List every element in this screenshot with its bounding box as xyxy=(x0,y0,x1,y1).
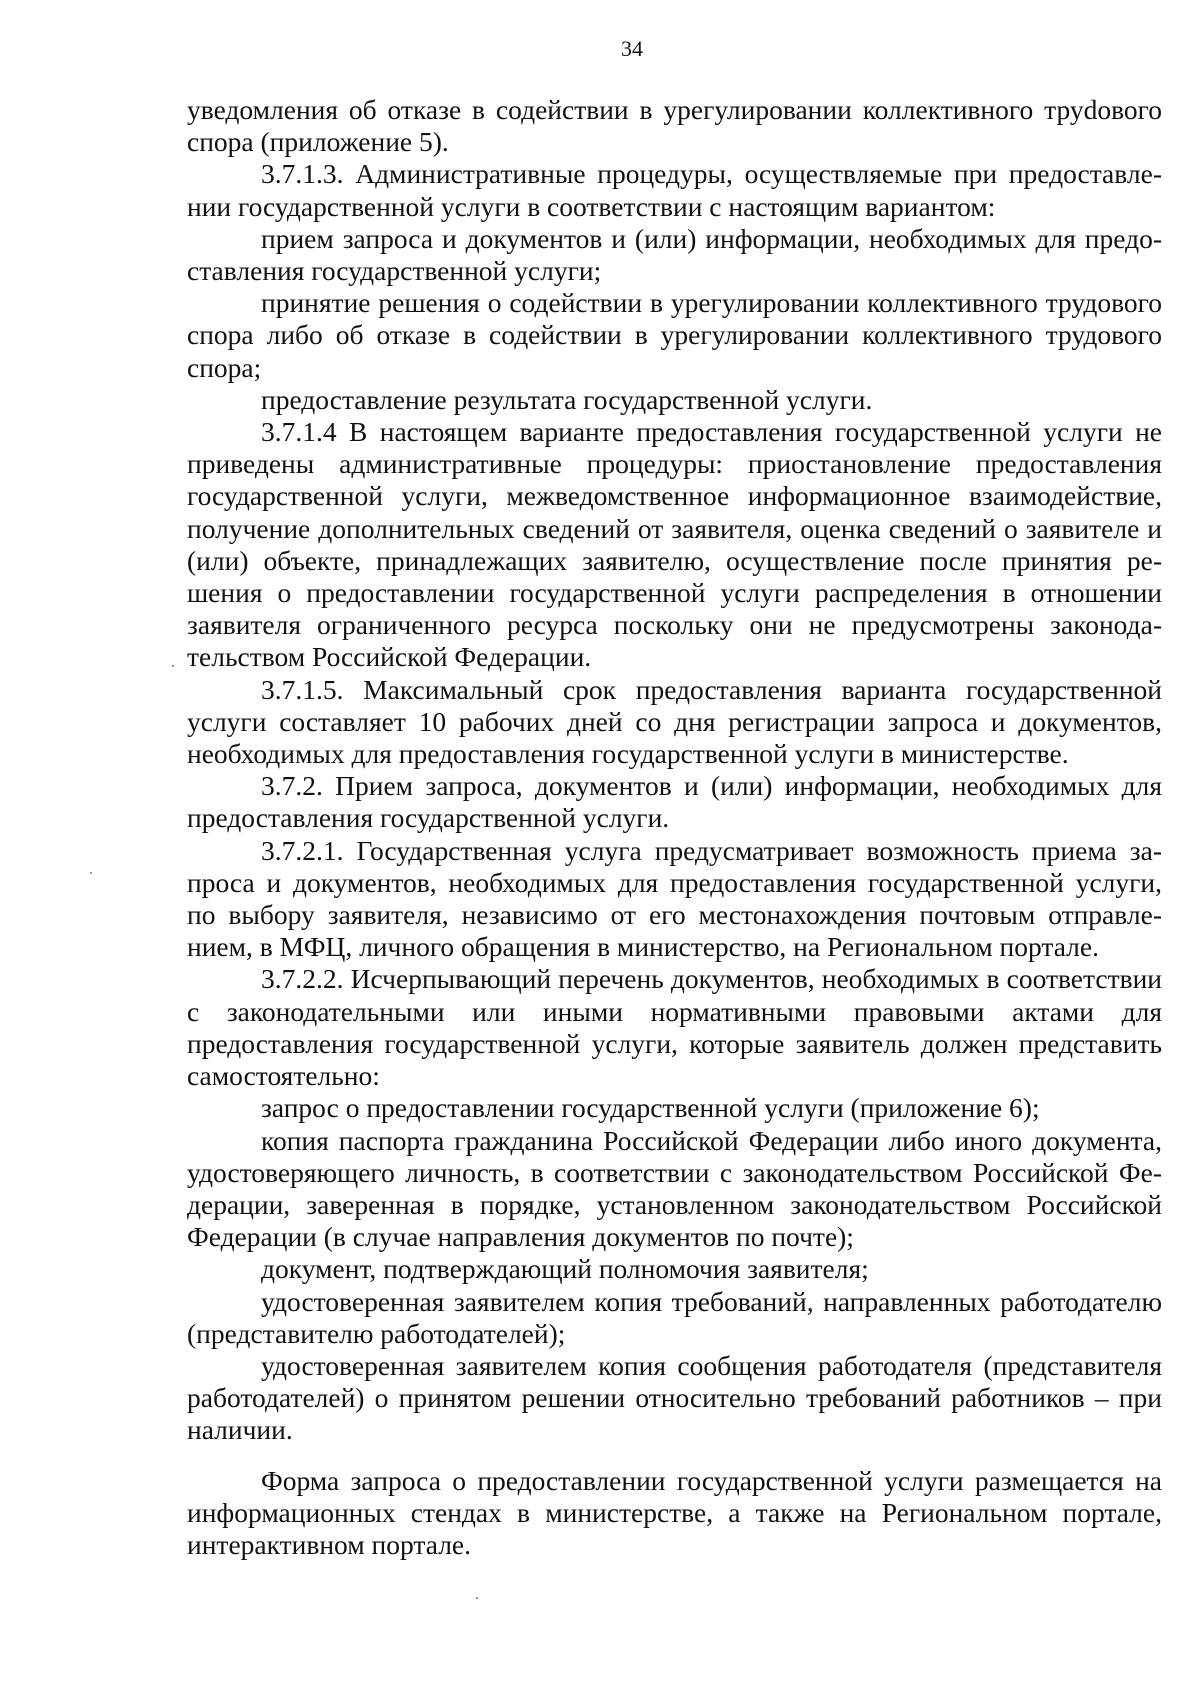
paragraph-continuation: уведомления об отказе в содействии в урегулировании коллективного труdового спора (приложение 5). xyxy=(187,94,1162,158)
paragraph-3-7-2-2: 3.7.2.2. Исчерпывающий перечень документов, необходимых в соответствии с законодательными или иными нормативными правовыми актами для предоставления государственной услуги, которые заявитель должен представить самостоятельно: xyxy=(187,963,1162,1092)
scan-speck xyxy=(476,1597,478,1599)
list-item-request-form: запрос о предоставлении государственной услуги (приложение 6); xyxy=(261,1092,1040,1124)
document-body xyxy=(187,94,1162,1561)
paragraph-3-7-1-5: 3.7.1.5. Максимальный срок предоставления варианта государственной услуги составляет 10 рабочих дней со дня регистрации запроса и документов, необходимых для предоставления государственной услуги в министерстве. xyxy=(187,673,1162,770)
list-item-result: предоставление результата государственной услуги. xyxy=(261,383,873,415)
list-item-requirements-copy: удостоверенная заявителем копия требований, направленных работодателю (представителю работодателей); xyxy=(187,1285,1162,1349)
paragraph-request-form-placement: Форма запроса о предоставлении государственной услуги размещается на информационных стендах в министерстве, а также на Региональном портале, интерактивном портале. xyxy=(187,1464,1162,1560)
paragraph-3-7-2: 3.7.2. Прием запроса, документов и (или) информации, необходимых для предоставления государственной услуги. xyxy=(187,770,1162,834)
list-item-request-reception: прием запроса и документов и (или) информации, необходимых для предоставления государственной услуги; xyxy=(187,222,1162,287)
scan-speck xyxy=(90,872,92,874)
list-item-decision: принятие решения о содействии в урегулировании коллективного трудового спора либо об отказе в содействии в урегулировании коллективного трудового спора; xyxy=(187,287,1162,383)
paragraph-3-7-2-1: 3.7.2.1. Государственная услуга предусматривает возможность приема запроса и документов, необходимых для предоставления государственной услуги, по выбору заявителя, независимо от его местонахождения почтовым отправлением, в МФЦ, личного обращения в министерство, на Региональном портале. xyxy=(187,834,1162,963)
paragraph-3-7-1-3: 3.7.1.3. Административные процедуры, осуществляемые при предоставлении государственной услуги в соответствии с настоящим вариантом: xyxy=(187,158,1162,222)
list-item-employer-message-copy: удостоверенная заявителем копия сообщения работодателя (представителя работодателей) о принятом решении относительно требований работников – при наличии. xyxy=(187,1349,1162,1446)
scan-speck xyxy=(172,665,174,667)
list-item-passport-copy: копия паспорта гражданина Российской Федерации либо иного документа, удостоверяющего личность, в соответствии с законодательством Российской Федерации, заверенная в порядке, установленном законодательством Российской Федерации (в случае направления документов по почте); xyxy=(187,1124,1162,1253)
list-item-authority-document: документ, подтверждающий полномочия заявителя; xyxy=(261,1253,869,1285)
page-number: 34 xyxy=(621,36,643,61)
paragraph-3-7-1-4: 3.7.1.4 В настоящем варианте предоставления государственной услуги не приведены административные процедуры: приостановление предоставления государственной услуги, межведомственное информационное взаимодействие, получение дополнительных сведений от заявителя, оценка сведений о заявителе и (или) объекте, принадлежащих заявителю, осуществление после принятия решения о предоставлении государственной услуги распределения в отношении заявителя ограниченного ресурса поскольку они не предусмотрены законодательством Российской Федерации. xyxy=(187,416,1162,673)
